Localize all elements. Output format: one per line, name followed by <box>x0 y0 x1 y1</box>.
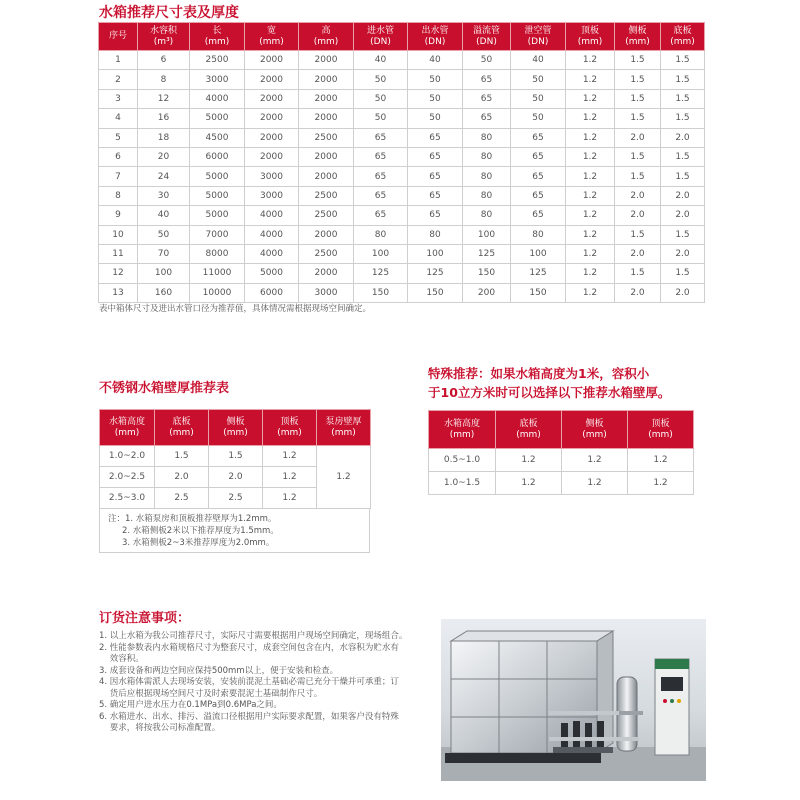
table-cell: 50 <box>408 109 463 128</box>
column-header-unit: (mm) <box>648 429 673 440</box>
column-header <box>511 23 566 51</box>
ordering-item: 5. 确定用户进水压力在0.1MPa到0.6MPa之间。 <box>99 700 282 710</box>
table-row <box>429 472 694 495</box>
table-cell: 65 <box>354 128 408 147</box>
table-cell: 1.5 <box>615 167 661 186</box>
column-header-label: 泄空管 <box>524 25 552 36</box>
table-row <box>99 283 705 302</box>
table-cell: 1.2 <box>566 51 615 70</box>
table-cell: 2.0 <box>155 467 209 488</box>
ordering-item: 要求，将按我公司标准配置。 <box>99 723 221 733</box>
table-cell: 8 <box>99 186 138 205</box>
table-cell: 80 <box>463 147 511 166</box>
column-header-unit: (mm) <box>204 36 230 47</box>
table-cell: 1.0~2.0 <box>100 446 155 467</box>
table-cell: 1.2 <box>566 70 615 89</box>
ordering-item: 2. 性能参数表内水箱规格尺寸为整套尺寸，成套空间包含在内，水容积为贮水有 <box>99 642 399 653</box>
table-cell: 1.2 <box>566 244 615 263</box>
column-header-label: 侧板 <box>628 25 647 36</box>
table-cell: 6000 <box>190 147 245 166</box>
column-header-label: 进水管 <box>366 25 394 36</box>
table-cell: 1.2 <box>628 472 694 495</box>
table-cell: 10000 <box>190 283 245 302</box>
table-cell: 1.2 <box>263 467 317 488</box>
table-cell: 2.0 <box>615 283 661 302</box>
table-cell: 40 <box>354 51 408 70</box>
table-cell: 1.5 <box>615 147 661 166</box>
table-cell: 100 <box>354 244 408 263</box>
column-header-unit: (mm) <box>670 36 695 47</box>
table-cell: 2.0 <box>209 467 263 488</box>
table-cell: 65 <box>511 128 566 147</box>
table-cell: 65 <box>408 206 463 225</box>
steel-table-title: 不锈钢水箱壁厚推荐表 <box>99 381 230 396</box>
column-header-label: 宽 <box>266 25 276 36</box>
table-cell: 65 <box>511 186 566 205</box>
table-cell: 65 <box>463 109 511 128</box>
table-cell: 5000 <box>190 186 245 205</box>
table-cell: 1.5 <box>661 225 705 244</box>
table-cell: 3 <box>99 89 138 108</box>
table-cell: 12 <box>138 89 190 108</box>
column-header <box>562 411 628 449</box>
table-cell: 12 <box>99 264 138 283</box>
table-cell: 100 <box>408 244 463 263</box>
table-cell: 1.5 <box>155 446 209 467</box>
table-cell: 2500 <box>299 128 354 147</box>
table-row <box>99 51 705 70</box>
steel-thickness-table <box>99 409 371 509</box>
table-cell: 80 <box>463 186 511 205</box>
table-cell: 2000 <box>245 109 299 128</box>
table-cell: 50 <box>138 225 190 244</box>
table-cell: 65 <box>354 186 408 205</box>
table-cell: 1.2 <box>566 109 615 128</box>
table-row <box>99 128 705 147</box>
table-cell: 1.2 <box>566 283 615 302</box>
table-row <box>99 264 705 283</box>
table-cell: 5 <box>99 128 138 147</box>
column-header <box>354 23 408 51</box>
column-header <box>566 23 615 51</box>
table-cell: 100 <box>511 244 566 263</box>
table-row <box>99 89 705 108</box>
table-cell: 4000 <box>190 89 245 108</box>
table-cell: 80 <box>463 206 511 225</box>
column-header-label: 溢流管 <box>472 25 500 36</box>
table-cell: 1.2 <box>566 186 615 205</box>
table-cell: 2000 <box>245 51 299 70</box>
ordering-item: 1. 以上水箱为我公司推荐尺寸，实际尺寸需要根据用户现场空间确定，现场组合。 <box>99 631 408 641</box>
control-cabinet <box>655 659 689 755</box>
table-cell: 1.2 <box>566 128 615 147</box>
table-row <box>99 70 705 89</box>
table-cell: 65 <box>463 70 511 89</box>
table-cell: 65 <box>354 167 408 186</box>
ordering-item: 3. 成套设备和两边空间应保持500mm以上，便于安装和检查。 <box>99 665 339 676</box>
column-header <box>138 23 190 51</box>
column-header-label: 高 <box>321 25 331 36</box>
column-header <box>100 410 155 446</box>
table-cell: 5000 <box>190 167 245 186</box>
column-header <box>209 410 263 446</box>
column-header <box>299 23 354 51</box>
table-cell: 1 <box>99 51 138 70</box>
column-header <box>429 411 496 449</box>
table-cell: 2000 <box>299 89 354 108</box>
column-header-label: 水容积 <box>149 25 177 36</box>
table-cell: 3000 <box>245 167 299 186</box>
table-cell: 20 <box>138 147 190 166</box>
table-cell: 80 <box>408 225 463 244</box>
table-cell: 125 <box>408 264 463 283</box>
table-cell: 6 <box>138 51 190 70</box>
column-header-label: 顶板 <box>280 416 299 427</box>
ordering-item: 6. 水箱进水、出水、排污、溢流口径根据用户实际要求配置，如果客户没有特殊 <box>99 711 399 722</box>
table-cell: 65 <box>511 206 566 225</box>
table-cell: 1.2 <box>628 449 694 472</box>
column-header-unit: (mm) <box>223 427 248 438</box>
table-cell: 3000 <box>245 186 299 205</box>
merged-cell: 1.2 <box>317 446 371 509</box>
table-cell: 1.2 <box>263 446 317 467</box>
table-cell: 80 <box>463 167 511 186</box>
table-cell: 2500 <box>299 186 354 205</box>
ordering-item: 效容积。 <box>99 654 144 664</box>
table-cell: 150 <box>354 283 408 302</box>
column-header <box>408 23 463 51</box>
table-cell: 100 <box>463 225 511 244</box>
table-row <box>99 109 705 128</box>
column-header-label: 水箱高度 <box>108 416 145 427</box>
table-cell: 2.0 <box>615 206 661 225</box>
table-cell: 50 <box>511 109 566 128</box>
table-cell: 1.2 <box>496 472 562 495</box>
table-cell: 65 <box>463 89 511 108</box>
table-cell: 8 <box>138 70 190 89</box>
special-title <box>428 364 670 402</box>
column-header-label: 出水管 <box>421 25 449 36</box>
column-header-unit: (DN) <box>527 36 549 47</box>
column-header-label: 水箱高度 <box>443 418 480 429</box>
table-cell: 1.5 <box>615 70 661 89</box>
table-cell: 65 <box>408 167 463 186</box>
table-row <box>99 147 705 166</box>
table-cell: 18 <box>138 128 190 147</box>
table-cell: 4000 <box>245 206 299 225</box>
table-cell: 2000 <box>299 109 354 128</box>
table-cell: 4000 <box>245 244 299 263</box>
column-header-label: 侧板 <box>226 416 245 427</box>
table-cell: 1.5 <box>661 51 705 70</box>
table-cell: 2.0 <box>661 128 705 147</box>
table-cell: 3000 <box>299 283 354 302</box>
table-cell: 2.0 <box>615 128 661 147</box>
table-cell: 1.5 <box>661 264 705 283</box>
table-cell: 1.5 <box>615 89 661 108</box>
column-header-unit: (mm) <box>577 36 603 47</box>
table-cell: 2000 <box>299 264 354 283</box>
table-cell: 2000 <box>299 167 354 186</box>
ordering-list <box>99 631 431 735</box>
table-cell: 150 <box>511 283 566 302</box>
table-cell: 1.5 <box>661 167 705 186</box>
table-cell: 50 <box>354 89 408 108</box>
table-cell: 4500 <box>190 128 245 147</box>
table-cell: 1.5 <box>615 264 661 283</box>
table-cell: 2000 <box>299 70 354 89</box>
column-header-unit: (mm) <box>277 427 302 438</box>
table-cell: 150 <box>408 283 463 302</box>
table-cell: 3000 <box>190 70 245 89</box>
table-cell: 65 <box>408 147 463 166</box>
note-line: 2. 水箱侧板2米以下推荐厚度为1.5mm。 <box>122 526 279 536</box>
column-header-label: 底板 <box>172 416 191 427</box>
table-cell: 80 <box>511 225 566 244</box>
column-header-unit: (DN) <box>476 36 497 47</box>
table-cell: 1.2 <box>566 225 615 244</box>
column-header-label: 序号 <box>108 31 127 41</box>
column-header-unit: (mm) <box>114 427 140 438</box>
table-cell: 2.0 <box>615 244 661 263</box>
table-cell: 11000 <box>190 264 245 283</box>
table-cell: 2500 <box>299 206 354 225</box>
table-cell: 11 <box>99 244 138 263</box>
table-cell: 9 <box>99 206 138 225</box>
water-tank-equipment-illustration <box>441 619 706 781</box>
table-cell: 80 <box>463 128 511 147</box>
table-row <box>99 244 705 263</box>
table-cell: 70 <box>138 244 190 263</box>
table-cell: 5000 <box>190 109 245 128</box>
note-line: 3. 水箱侧板2~3米推荐厚度为2.0mm。 <box>122 538 275 548</box>
column-header-unit: (mm) <box>169 427 194 438</box>
main-table-footnote: 表中箱体尺寸及进出水管口径为推荐值，具体情况需根据现场空间确定。 <box>99 304 372 314</box>
table-cell: 4000 <box>245 225 299 244</box>
table-cell: 100 <box>138 264 190 283</box>
table-row <box>99 167 705 186</box>
table-cell: 125 <box>354 264 408 283</box>
column-header <box>317 410 371 446</box>
product-photo <box>441 619 706 781</box>
table-cell: 65 <box>354 147 408 166</box>
column-header-label: 顶板 <box>580 25 599 36</box>
table-row <box>99 225 705 244</box>
table-cell: 2000 <box>299 51 354 70</box>
column-header-label: 顶板 <box>651 418 670 429</box>
column-header-unit: (DN) <box>370 36 391 47</box>
special-title-line1: 特殊推荐：如果水箱高度为1米，容积小 <box>428 366 650 381</box>
main-table-title: 水箱推荐尺寸表及厚度 <box>99 5 239 21</box>
column-header-label: 泵房壁厚 <box>325 416 362 427</box>
ordering-item: 货后应根据现场空间尺寸及时索要混泥土基础制作尺寸。 <box>99 688 323 699</box>
column-header-label: 底板 <box>673 25 692 36</box>
column-header <box>496 411 562 449</box>
table-cell: 1.5 <box>661 70 705 89</box>
table-cell: 5000 <box>190 206 245 225</box>
column-header-unit: (DN) <box>424 36 446 47</box>
table-cell: 1.2 <box>566 167 615 186</box>
main-size-table <box>98 22 705 303</box>
table-cell: 2000 <box>245 89 299 108</box>
table-cell: 2000 <box>245 128 299 147</box>
table-cell: 8000 <box>190 244 245 263</box>
table-cell: 30 <box>138 186 190 205</box>
table-cell: 80 <box>354 225 408 244</box>
table-row <box>429 449 694 472</box>
table-cell: 10 <box>99 225 138 244</box>
ordering-item: 4. 因水箱体需派人去现场安装，安装前混泥土基础必需已充分干燥并可承重；订 <box>99 677 399 687</box>
table-cell: 0.5~1.0 <box>429 449 496 472</box>
column-header <box>615 23 661 51</box>
column-header-unit: (mm) <box>582 429 607 440</box>
table-cell: 65 <box>408 128 463 147</box>
column-header-unit: (mm) <box>625 36 650 47</box>
table-cell: 6000 <box>245 283 299 302</box>
table-cell: 65 <box>354 206 408 225</box>
note-line: 注：1. 水箱泵房和顶板推荐壁厚为1.2mm。 <box>108 514 277 524</box>
table-cell: 1.0~1.5 <box>429 472 496 495</box>
table-cell: 2.0~2.5 <box>100 467 155 488</box>
column-header-unit: (m³) <box>153 36 174 47</box>
table-cell: 1.5 <box>209 446 263 467</box>
table-cell: 50 <box>354 70 408 89</box>
column-header-label: 侧板 <box>585 418 604 429</box>
table-cell: 1.5 <box>615 225 661 244</box>
table-cell: 2000 <box>299 147 354 166</box>
table-cell: 1.5 <box>661 147 705 166</box>
column-header <box>190 23 245 51</box>
table-cell: 2.5 <box>209 488 263 509</box>
table-cell: 1.5 <box>615 51 661 70</box>
table-cell: 200 <box>463 283 511 302</box>
steel-table-notes <box>99 509 370 553</box>
table-cell: 40 <box>138 206 190 225</box>
table-cell: 40 <box>408 51 463 70</box>
table-cell: 6 <box>99 147 138 166</box>
table-cell: 1.2 <box>562 472 628 495</box>
table-cell: 2000 <box>299 225 354 244</box>
table-cell: 125 <box>463 244 511 263</box>
table-cell: 7 <box>99 167 138 186</box>
column-header-unit: (mm) <box>313 36 339 47</box>
table-cell: 160 <box>138 283 190 302</box>
table-cell: 5000 <box>245 264 299 283</box>
column-header-unit: (mm) <box>449 429 475 440</box>
table-cell: 13 <box>99 283 138 302</box>
column-header-label: 长 <box>212 25 222 36</box>
table-cell: 1.2 <box>566 89 615 108</box>
table-cell: 2.0 <box>615 186 661 205</box>
table-cell: 50 <box>408 70 463 89</box>
table-cell: 65 <box>408 186 463 205</box>
table-cell: 65 <box>511 167 566 186</box>
table-cell: 50 <box>463 51 511 70</box>
special-title-line2: 于10立方米时可以选择以下推荐水箱壁厚。 <box>428 385 671 400</box>
table-cell: 50 <box>511 70 566 89</box>
table-cell: 1.5 <box>615 109 661 128</box>
table-cell: 150 <box>463 264 511 283</box>
table-cell: 2.5~3.0 <box>100 488 155 509</box>
table-cell: 2 <box>99 70 138 89</box>
table-cell: 1.5 <box>661 89 705 108</box>
table-cell: 1.2 <box>566 147 615 166</box>
table-cell: 40 <box>511 51 566 70</box>
table-row <box>99 206 705 225</box>
table-cell: 2.5 <box>155 488 209 509</box>
column-header-unit: (mm) <box>331 427 356 438</box>
special-thickness-table <box>428 410 694 495</box>
column-header <box>661 23 705 51</box>
table-cell: 1.2 <box>566 206 615 225</box>
table-cell: 50 <box>408 89 463 108</box>
table-cell: 1.2 <box>496 449 562 472</box>
table-cell: 24 <box>138 167 190 186</box>
table-cell: 2500 <box>190 51 245 70</box>
column-header <box>245 23 299 51</box>
table-cell: 1.2 <box>263 488 317 509</box>
column-header <box>463 23 511 51</box>
table-cell: 2.0 <box>661 186 705 205</box>
table-row <box>99 186 705 205</box>
table-cell: 125 <box>511 264 566 283</box>
table-cell: 50 <box>354 109 408 128</box>
column-header <box>263 410 317 446</box>
column-header-unit: (mm) <box>516 429 541 440</box>
column-header <box>628 411 694 449</box>
table-cell: 7000 <box>190 225 245 244</box>
table-cell: 2.0 <box>661 244 705 263</box>
table-cell: 16 <box>138 109 190 128</box>
table-cell: 2000 <box>245 70 299 89</box>
column-header-unit: (mm) <box>259 36 284 47</box>
table-cell: 2.0 <box>661 206 705 225</box>
column-header-label: 底板 <box>519 418 538 429</box>
table-cell: 50 <box>511 89 566 108</box>
table-cell: 2.0 <box>661 283 705 302</box>
column-header <box>155 410 209 446</box>
ordering-title: 订货注意事项： <box>99 611 191 626</box>
table-cell: 1.2 <box>566 264 615 283</box>
table-cell: 65 <box>511 147 566 166</box>
table-cell: 2500 <box>299 244 354 263</box>
table-cell: 1.2 <box>562 449 628 472</box>
table-cell: 4 <box>99 109 138 128</box>
table-cell: 2000 <box>245 147 299 166</box>
table-cell: 1.5 <box>661 109 705 128</box>
column-header <box>99 23 138 51</box>
